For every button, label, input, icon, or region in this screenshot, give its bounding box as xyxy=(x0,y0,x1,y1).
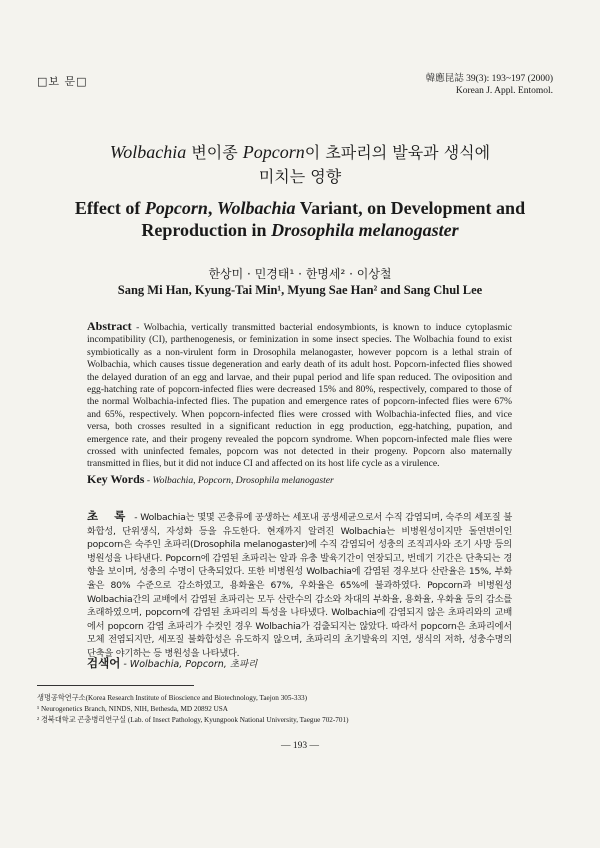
footnote-item: ² 경북대학교 곤충병리연구실 (Lab. of Insect Pathology, Kyungpook National University, Taegue 702-701) xyxy=(37,716,349,724)
korean-abstract xyxy=(87,510,512,661)
korean-abstract-text: - Wolbachia는 몇몇 곤충류에 공생하는 세포내 공생세균으로서 수직 감염되며, 숙주의 세포질 불화합성, 단위생식, 자성화 등을 유도한다. 현재까지 알려진 Wolbachia는 비병원성이지만 돌연변이인 popcorn은 숙주인 초파리(Drosophila melanogaster)에 수직 감염되어 성충의 조직괴사와 조기 사망 등의 병원성을 나타낸다. Popcorn에 감염된 초파리는 알과 유충 발육기간이 연장되고, 번데기 기간은 단축되는 경향을 보이며, 성충의 수명이 단축되었다. 또한 비병원성 Wolbachia에 감염된 경우보다 산란율은 15%, 부화율은 80% 수준으로 감소하였고, 용화율은 67%, 우화율은 65%에 불과하였다. Popcorn과 비병원성 Wolbachia간의 교배에서 감염된 초파리는 모두 산란수의 감소와 차대의 부화율, 용화율, 우화율 등의 감소를 초래하였으며, popcorn에 감염된 초파리의 특성을 나타냈다. Wolbachia에 감염되지 않은 초파리와의 교배에서 popcorn 감염 초파리가 수컷인 경우 Wolbachia가 검출되지는 않았다. 따라서 popcorn은 초파리에서 모체 전염되지만, 세포질 불화합성은 유도하지 않으며, 초파리의 초기발육의 지연, 생식의 저하, 성충수명의 단축을 야기하는 등 병원성을 나타냈다. xyxy=(87,512,512,659)
abstract-heading: Abstract xyxy=(87,319,132,333)
korean-keywords-text: - Wolbachia, Popcorn, 초파리 xyxy=(123,659,258,670)
abstract-text: - Wolbachia, vertically transmitted bacterial endosymbionts, is known to induce cytoplasmic incompatibility (CI), parthenogenesis, or feminization in some insect species. The Wolbachia found to exist symbiotically as a non-virulent form in Drosophila melanogaster, however popcorn is a lethal strain of Wolbachia, which causes tissue degeneration and early death of its adult host. Popcorn-infected flies showed the delayed duration of an egg and larvae, and their pupal period and life span reduced. The oviposition and egg-hatching rate of popcorn-infected flies were decreased 15% and 80%, respectively, compared to those of the normal Wolbachia-infected flies. The pupation and emergence rates of popcorn-infected flies were 67% and 65%, respectively. When popcorn-infected flies were crossed with Wolbachia-infected flies, and vice versa, both crosses resulted in a significant reduction in egg production, egg-hatching, pupation, and emergence rate, and their progeny revealed the popcorn syndrome. When popcorn-infected male flies were crossed with uninfected females, popcorn was not detected in their progeny. Popcorn also maternally transmitted in flies, but it did not induce CI and affected on its host life cycle as a virulence. xyxy=(87,322,512,470)
authors-korean: 한상미 · 민경태¹ · 한명세² · 이상철 xyxy=(208,267,392,281)
title-en-d: Wolbachia xyxy=(216,198,296,218)
title-kr-line-2: 미치는 영향 xyxy=(258,167,342,186)
english-title xyxy=(0,197,600,241)
title-en-line2-b: Drosophila melanogaster xyxy=(271,220,459,240)
korean-abstract-heading: 초 록 xyxy=(87,509,132,523)
title-kr-text-b: 이 초파리의 발육과 생식에 xyxy=(304,143,491,162)
korean-keywords xyxy=(87,655,257,671)
journal-citation xyxy=(426,73,553,97)
page-number: — 193 — xyxy=(281,741,319,751)
title-en-a: Effect of xyxy=(74,198,145,218)
footnote-item: ¹ Neurogenetics Branch, NINDS, NIH, Bethesda, MD 20892 USA xyxy=(37,705,228,713)
journal-line-2: Korean J. Appl. Entomol. xyxy=(455,86,553,96)
title-en-c: , xyxy=(207,198,217,218)
title-kr-text-a: 변이종 xyxy=(186,143,243,162)
title-en-b: Popcorn xyxy=(144,198,208,218)
abstract xyxy=(87,320,512,471)
title-en-line2-a: Reproduction in xyxy=(141,220,272,240)
korean-keywords-heading: 검색어 xyxy=(87,656,121,670)
footnote-divider xyxy=(37,685,194,686)
authors-english: Sang Mi Han, Kyung-Tai Min¹, Myung Sae Han² and Sang Chul Lee xyxy=(117,283,483,297)
keywords-heading: Key Words xyxy=(87,472,145,486)
title-kr-italic-a: Wolbachia xyxy=(109,142,187,162)
keywords xyxy=(87,472,512,487)
title-kr-italic-b: Popcorn xyxy=(242,142,305,162)
footnote-item: 생명공학연구소(Korea Research Institute of Bioscience and Biotechnology, Taejon 305-333) xyxy=(37,694,308,702)
article-type-label: □보 문□ xyxy=(37,75,88,88)
title-en-e: Variant, on Development and xyxy=(295,198,526,218)
footnotes xyxy=(37,693,557,726)
keywords-text: - Wolbachia, Popcorn, Drosophila melanogaster xyxy=(146,475,334,486)
korean-title xyxy=(0,140,600,189)
journal-line-1: 韓應昆誌 39(3): 193~197 (2000) xyxy=(425,74,553,84)
